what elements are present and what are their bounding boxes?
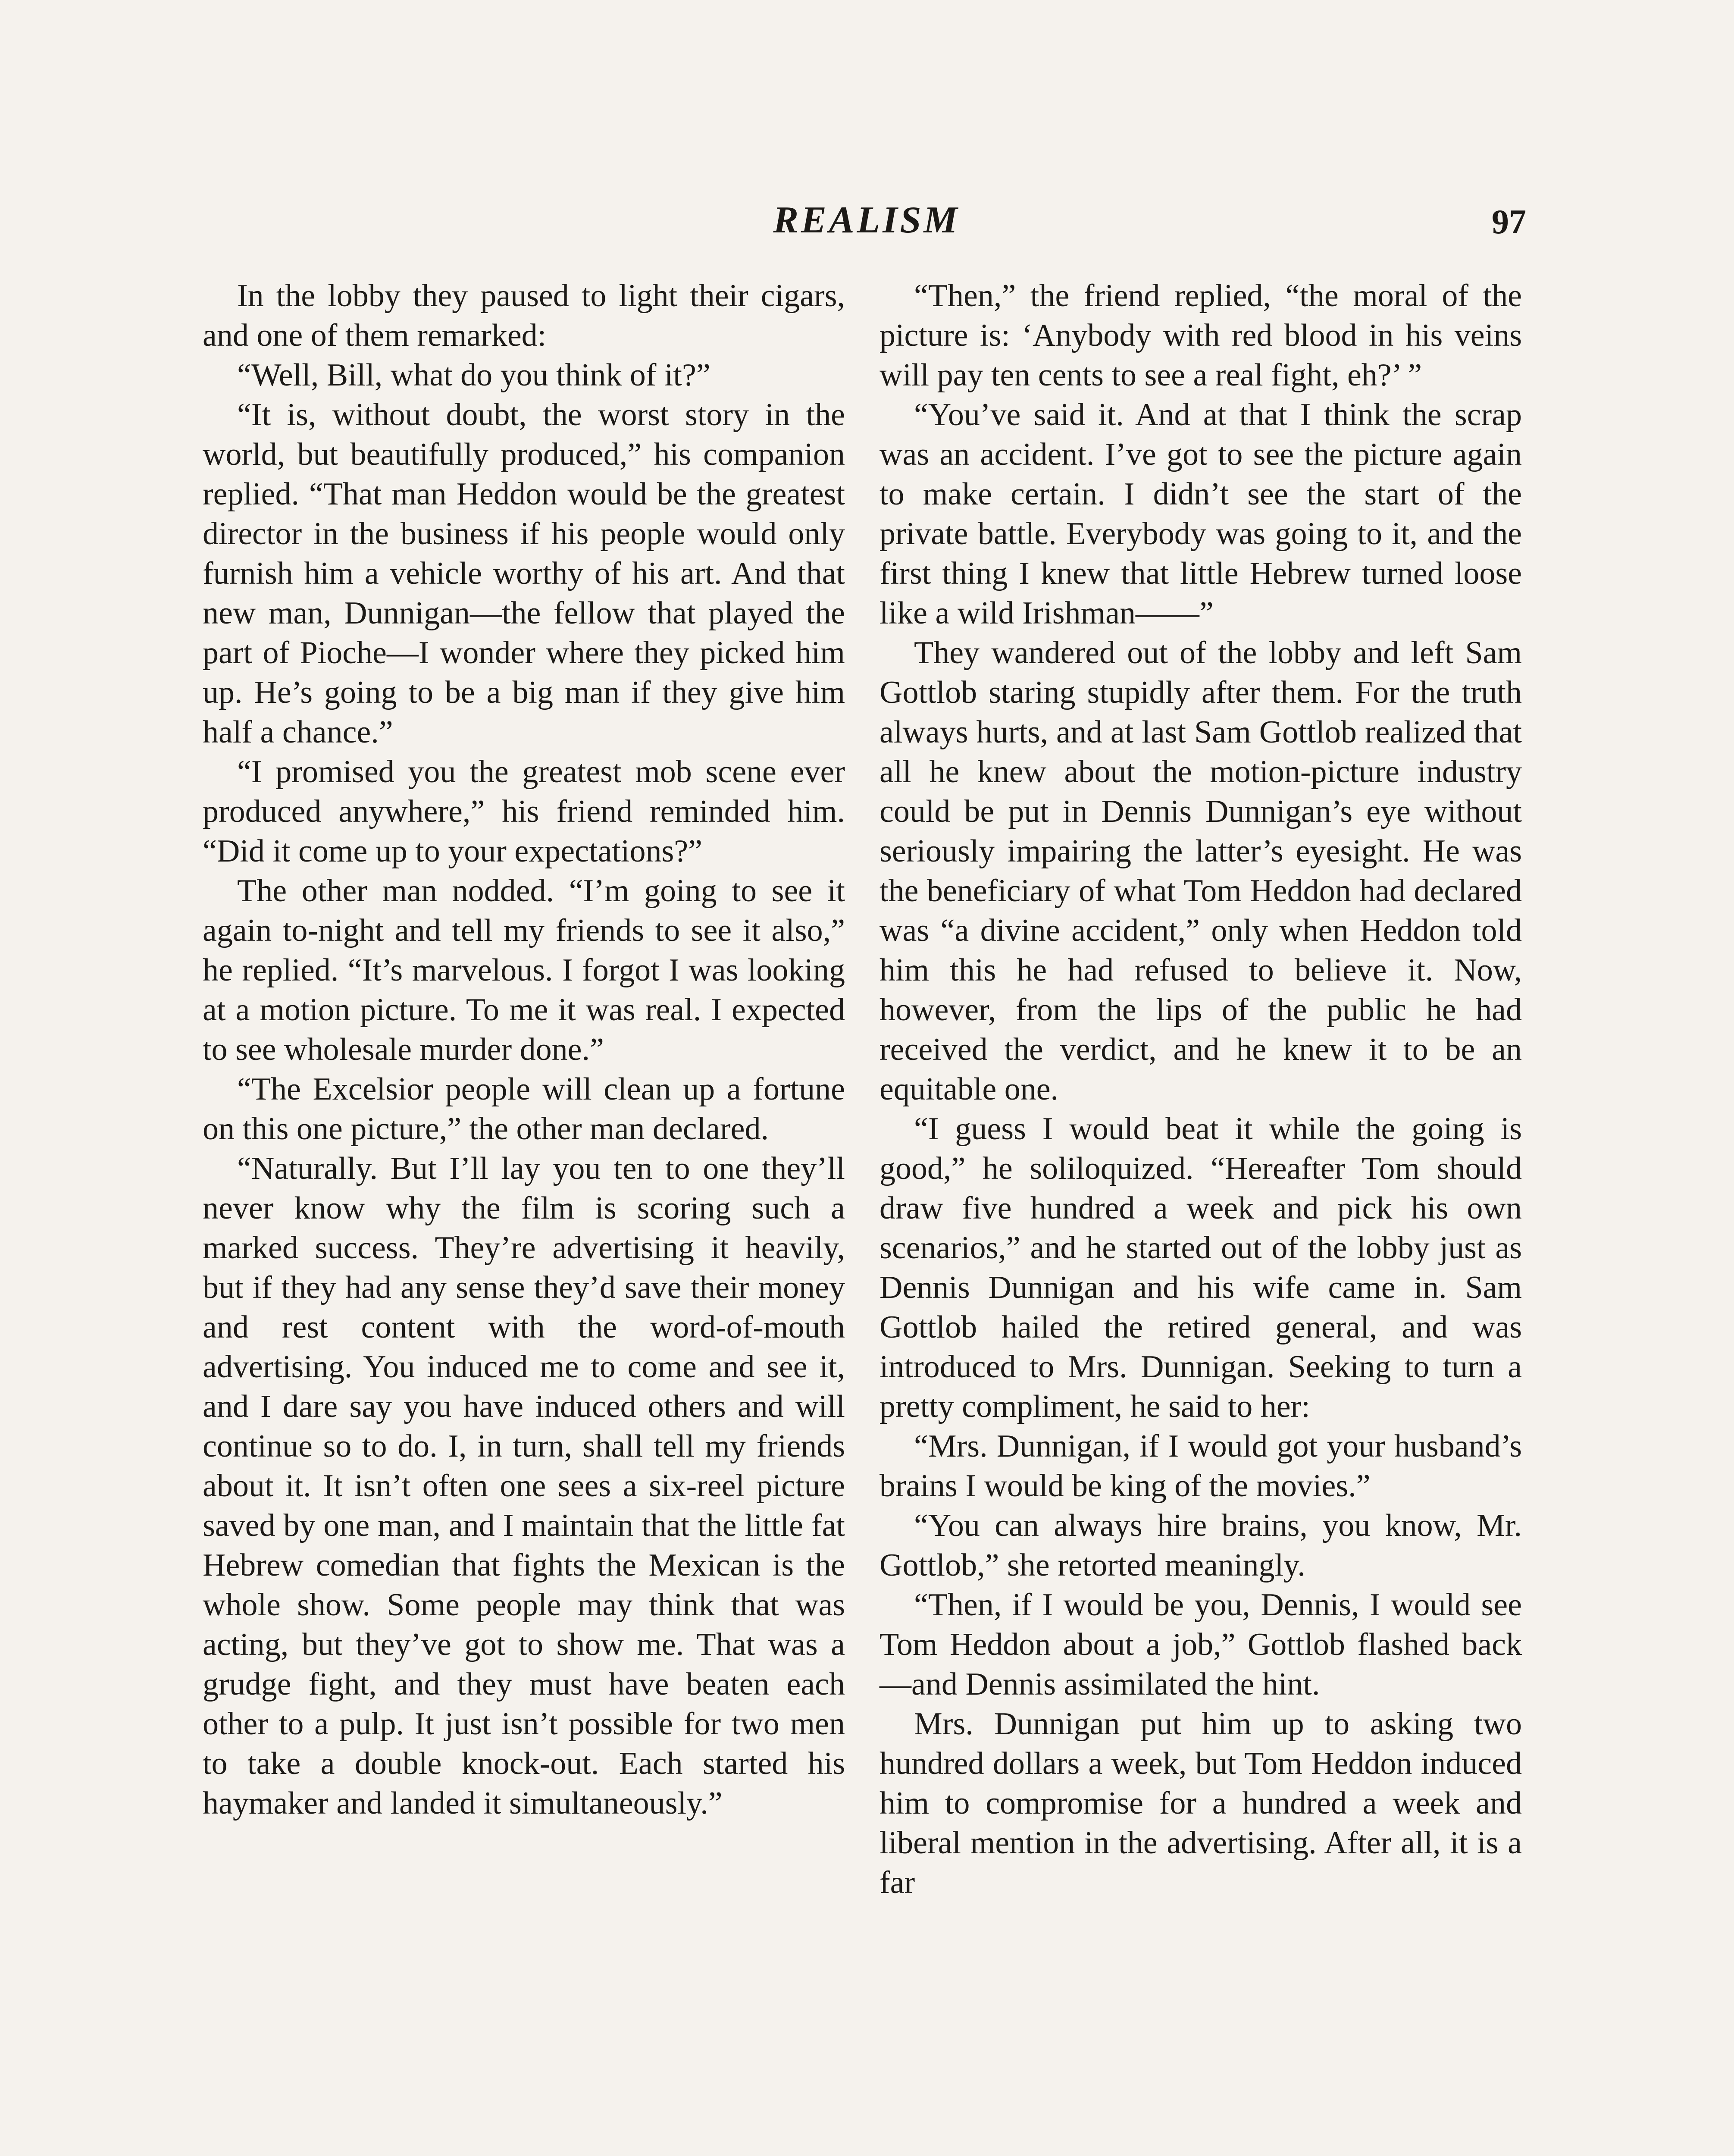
text-column-left [203,276,845,1823]
text-column-right [880,276,1522,1902]
paragraph: “Then,” the friend replied, “the moral of the picture is: ‘Anybody with red blood in his veins will pay ten cents to see a real fight, eh?’ ” [880,278,1522,393]
paragraph: “Then, if I would be you, Dennis, I would see Tom Heddon about a job,” Gottlob flashed back—and Dennis assimilated the hint. [880,1587,1522,1702]
paragraph: “You can always hire brains, you know, Mr. Gottlob,” she retorted meaningly. [880,1508,1522,1583]
page-number: 97 [1492,203,1526,241]
paragraph: They wandered out of the lobby and left Sam Gottlob staring stupidly after them. For the truth always hurts, and at last Sam Gottlob realized that all he knew about the motion-picture industry could be put in Dennis Dunnigan’s eye without seriously impairing the latter’s eyesight. He was the beneficiary of what Tom Heddon had declared was “a divine accident,” only when Heddon told him this he had refused to believe it. Now, however, from the lips of the public he had received the verdict, and he knew it to be an equitable one. [880,635,1522,1107]
paragraph: “Mrs. Dunnigan, if I would got your husband’s brains I would be king of the movies.” [880,1429,1522,1504]
paragraph: “I guess I would beat it while the going is good,” he soliloquized. “Hereafter Tom should draw five hundred a week and pick his own scenarios,” and he started out of the lobby just as Dennis Dunnigan and his wife came in. Sam Gottlob hailed the retired general, and was introduced to Mrs. Dunnigan. Seeking to turn a pretty compliment, he said to her: [880,1111,1522,1424]
paragraph: “I promised you the greatest mob scene ever produced anywhere,” his friend reminded him. “Did it come up to your expectations?” [203,754,845,869]
paragraph: “Naturally. But I’ll lay you ten to one they’ll never know why the film is scoring such a marked success. They’re advertising it heavily, but if they had any sense they’d save their money and rest content with the word-of-mouth advertising. You induced me to come and see it, and I dare say you have induced others and will continue so to do. I, in turn, shall tell my friends about it. It isn’t often one sees a six-reel picture saved by one man, and I maintain that the little fat Hebrew comedian that fights the Mexican is the whole show. Some people may think that was acting, but they’ve got to show me. That was a grudge fight, and they must have beaten each other to a pulp. It just isn’t possible for two men to take a double knock-out. Each started his haymaker and landed it simultaneously.” [203,1151,845,1821]
paragraph: “The Excelsior people will clean up a fortune on this one picture,” the other man declared. [203,1072,845,1147]
paragraph: The other man nodded. “I’m going to see it again to-night and tell my friends to see it also,” he replied. “It’s marvelous. I forgot I was looking at a motion picture. To me it was real. I expected to see wholesale murder done.” [203,873,845,1067]
paragraph: “It is, without doubt, the worst story in the world, but beautifully produced,” his companion replied. “That man Heddon would be the greatest director in the business if his people would only furnish him a vehicle worthy of his art. And that new man, Dunnigan—the fellow that played the part of Pioche—I wonder where they picked him up. He’s going to be a big man if they give him half a chance.” [203,397,845,750]
paragraph: “You’ve said it. And at that I think the scrap was an accident. I’ve got to see the picture again to make certain. I didn’t see the start of the private battle. Everybody was going to it, and the first thing I knew that little Hebrew turned loose like a wild Irishman——” [880,397,1522,631]
paragraph: In the lobby they paused to light their cigars, and one of them remarked: [203,278,845,353]
paragraph: “Well, Bill, what do you think of it?” [237,357,711,393]
running-title: REALISM [773,199,960,241]
paragraph: Mrs. Dunnigan put him up to asking two hundred dollars a week, but Tom Heddon induced him to compromise for a hundred a week and liberal mention in the advertising. After all, it is a far [880,1706,1522,1900]
